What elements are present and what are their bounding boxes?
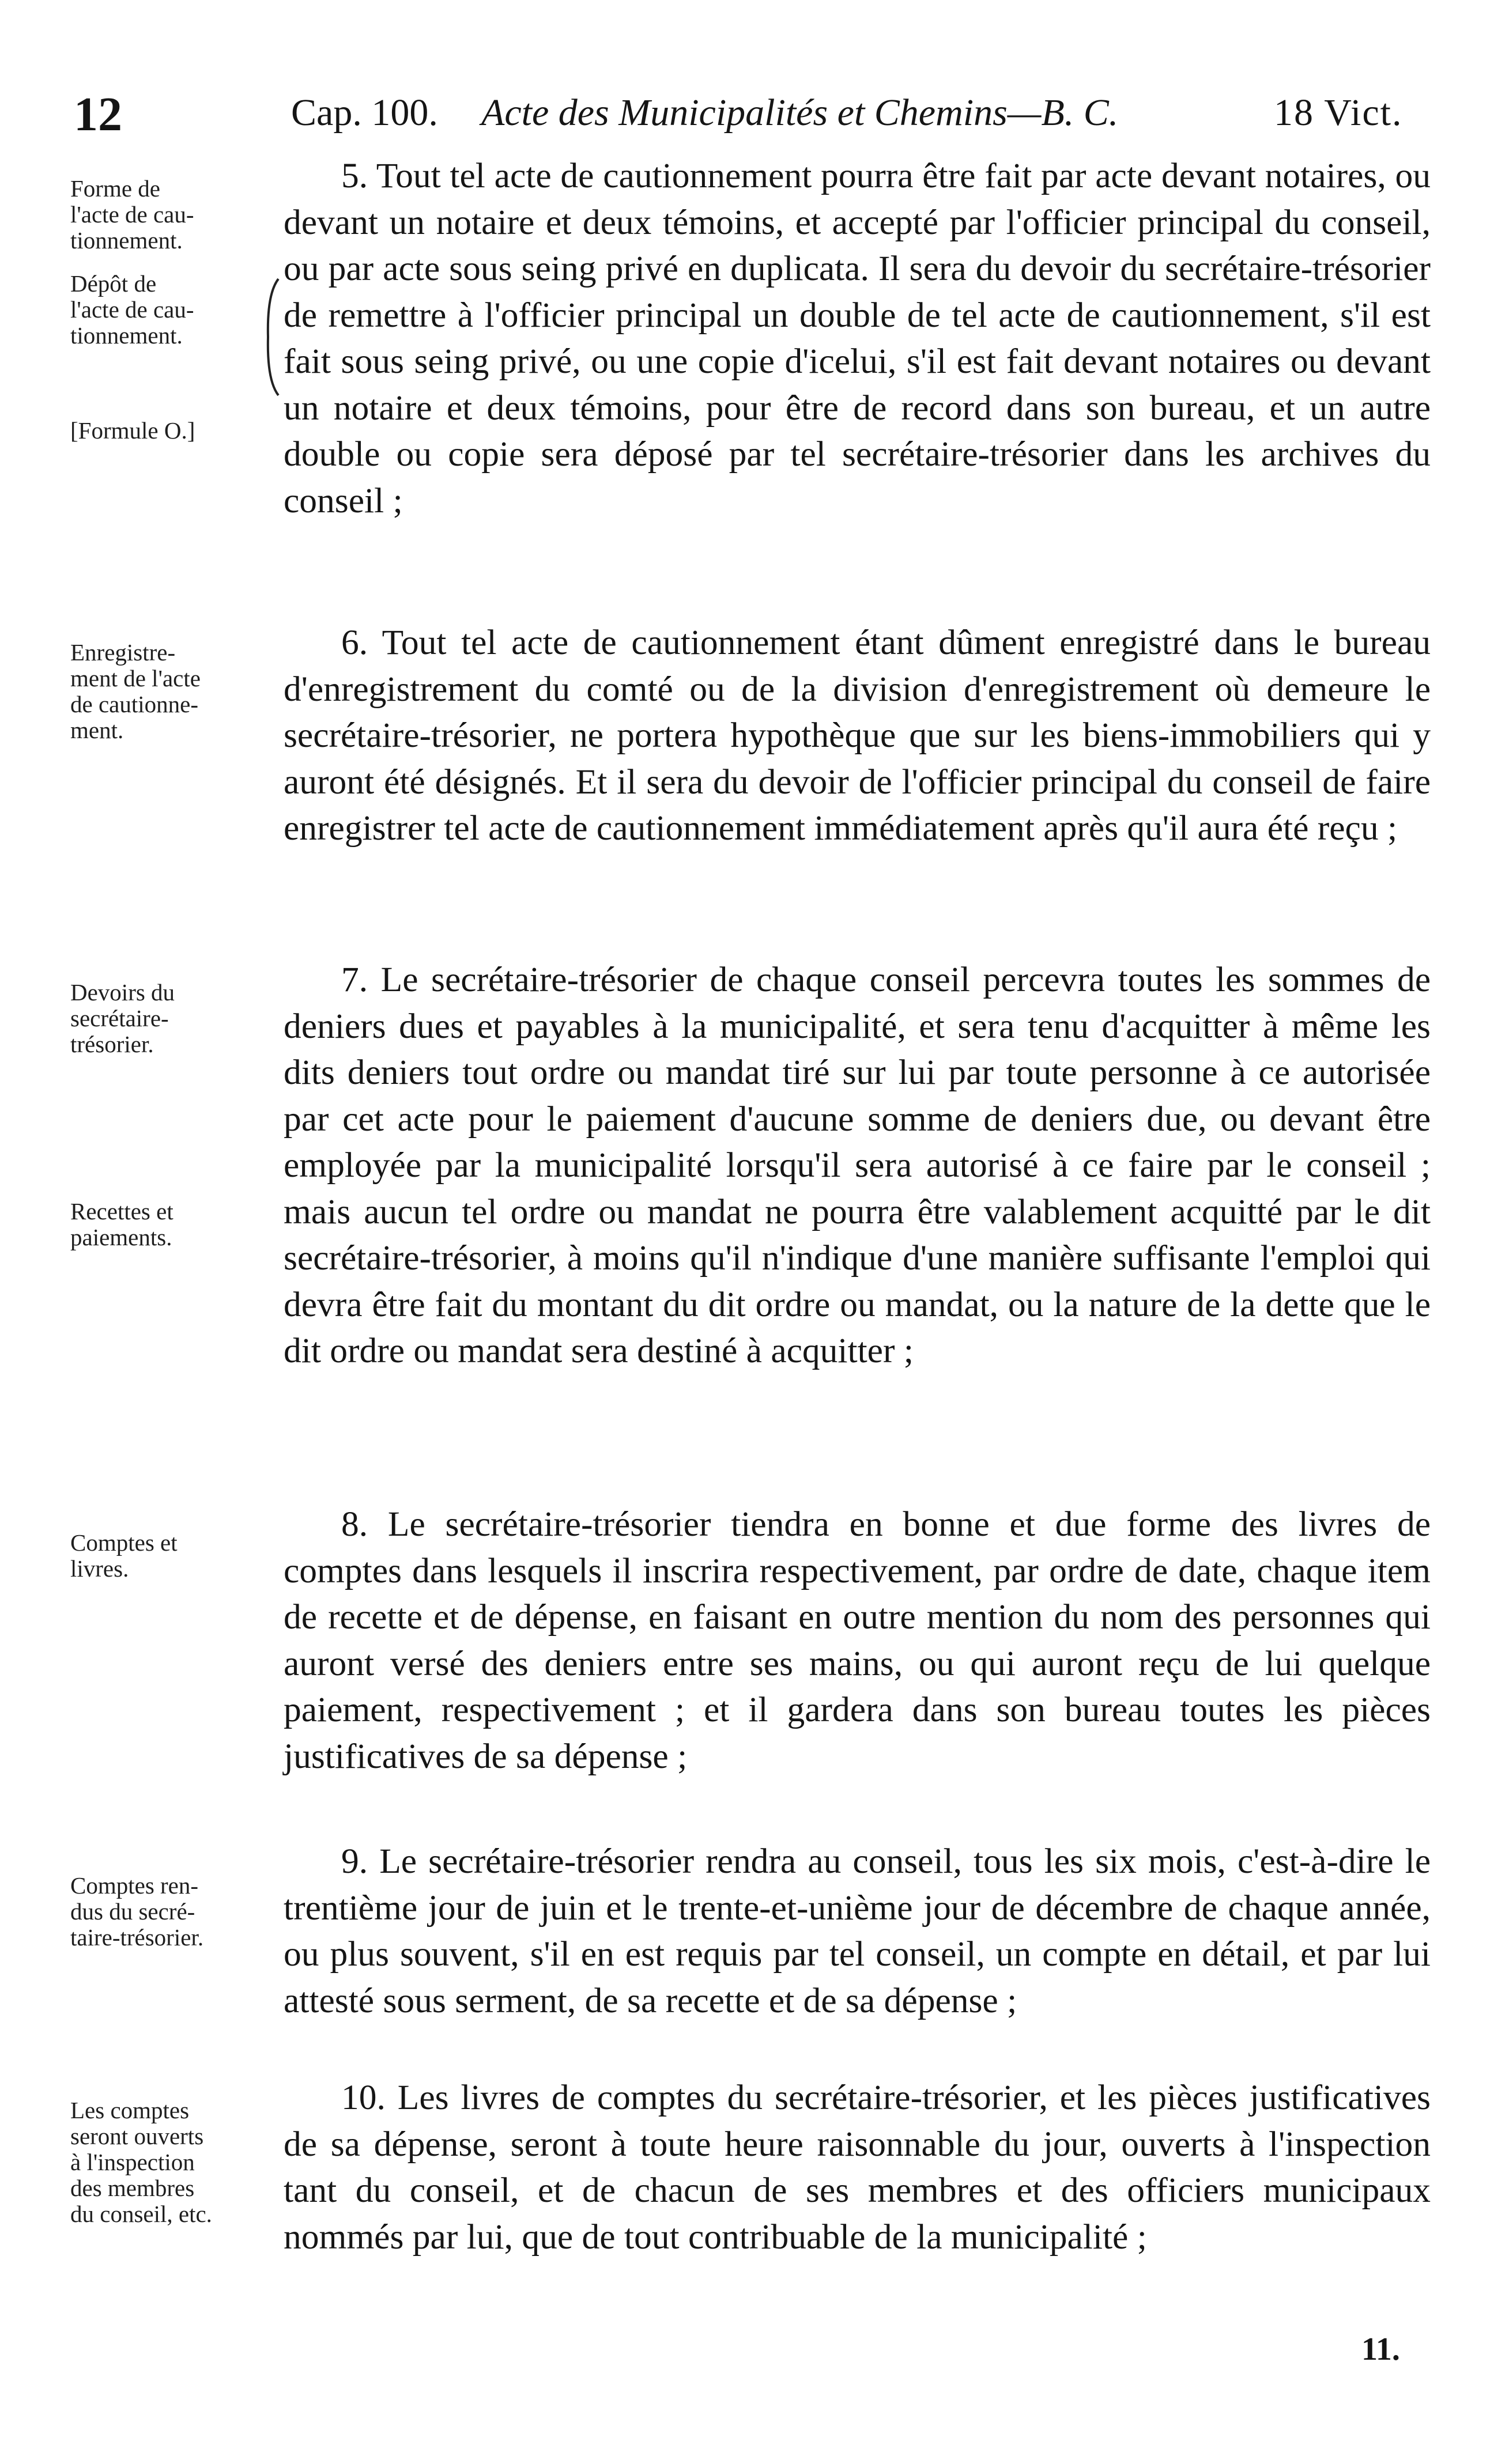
section-number: 5. [341,156,368,195]
section-number: 7. [341,960,368,999]
section-body [284,1838,1431,2024]
section-number: 8. [341,1505,368,1544]
chapter-label: Cap. 100. [291,92,438,134]
margin-note: Comptes et livres. [70,1529,178,1582]
margin-note: Les comptes seront ouverts à l'inspection des membres du conseil, etc. [70,2097,212,2227]
section-text: Le secrétaire-trésorier tiendra en bonne et due forme des livres de comptes dans lesquels il inscrira respectivement, par ordre de date, chaque item de recette et de dépense, en faisant en outre mention du nom des personnes qui auront versé des deniers entre ses mains, ou qui auront reçu de lui quelque paiement, respectivement ; et il gardera dans son bureau toutes les pièces justificatives de sa dépense ; [284,1505,1431,1776]
section-text: Les livres de comptes du secrétaire-trésorier, et les pièces justificatives de sa dépense, seront à toute heure raisonnable du jour, ouverts à l'inspection tant du conseil, et de chacun de ses membres et des officiers municipaux nommés par lui, que de tout contribuable de la municipalité ; [284,2078,1431,2257]
section-text: Le secrétaire-trésorier de chaque conseil percevra toutes les sommes de deniers dues et payables à la municipalité, et sera tenu d'acquitter à même les dits deniers tout ordre ou mandat tiré sur lui par toute personne à ce autorisée par cet acte pour le paiement d'aucune somme de deniers due, ou devant être employée par la municipalité lorsqu'il sera autorisé à ce faire par le conseil ; mais aucun tel ordre ou mandat ne pourra être valablement acquitté par le dit secrétaire-trésorier, à moins qu'il n'indique d'une manière suffisante l'emploi qui devra être fait du montant du dit ordre ou mandat, ou la nature de la dette que le dit ordre ou mandat sera destiné à acquitter ; [284,960,1431,1370]
page-number: 12 [74,88,122,141]
margin-note: Devoirs du secrétaire- trésorier. Recettes et paiements. [70,979,175,1250]
section-number: 9. [341,1842,368,1881]
running-header [0,86,1509,150]
regnal-year: 18 Vict. [1274,92,1403,134]
section-number: 10. [341,2078,386,2117]
running-title: Acte des Municipalités et Chemins—B. C. [481,92,1119,134]
margin-note: Comptes ren- dus du secré- taire-trésorier. [70,1872,204,1951]
catchword: 11. [1361,2331,1400,2367]
section-text: Tout tel acte de cautionnement pourra être fait par acte devant notaires, ou devant un notaire et deux témoins, et accepté par l'officier principal du conseil, ou par acte sous seing privé en duplicata. Il sera du devoir du secrétaire-trésorier de remettre à l'officier principal un double de tel acte de cautionnement, s'il est fait sous seing privé, ou une copie d'icelui, s'il est fait devant notaires ou devant un notaire et deux témoins, pour être de record dans son bureau, et un autre double ou copie sera déposé par tel secrétaire-trésorier dans les archives du conseil ; [284,156,1431,520]
section-text: Tout tel acte de cautionnement étant dûment enregistré dans le bureau d'enregistrement du comté ou de la division d'enregistrement où demeure le secrétaire-trésorier, ne portera hypothèque que sur les biens-immobiliers qui y auront été désignés. Et il sera du devoir de l'officier principal du conseil de faire enregistrer tel acte de cautionnement immédiatement après qu'il aura été reçu ; [284,623,1431,848]
section-body [284,2074,1431,2260]
margin-note: Enregistre- ment de l'acte de cautionne- ment. [70,639,201,743]
section-text: Le secrétaire-trésorier rendra au conseil, tous les six mois, c'est-à-dire le trentième jour de juin et le trente-et-unième jour de décembre de chaque année, ou plus souvent, s'il en est requis par tel conseil, un compte en détail, et par lui attesté sous serment, de sa recette et de sa dépense ; [284,1842,1431,2020]
margin-note: Forme de l'acte de cau- tionnement. Dépôt de l'acte de cau- tionnement. [Formule O.] [70,175,195,444]
section-body [284,619,1431,852]
section-body [284,1501,1431,1779]
margin-brace [262,277,281,398]
section-body [284,957,1431,1374]
section-number: 6. [341,623,368,662]
section-body [284,153,1431,524]
